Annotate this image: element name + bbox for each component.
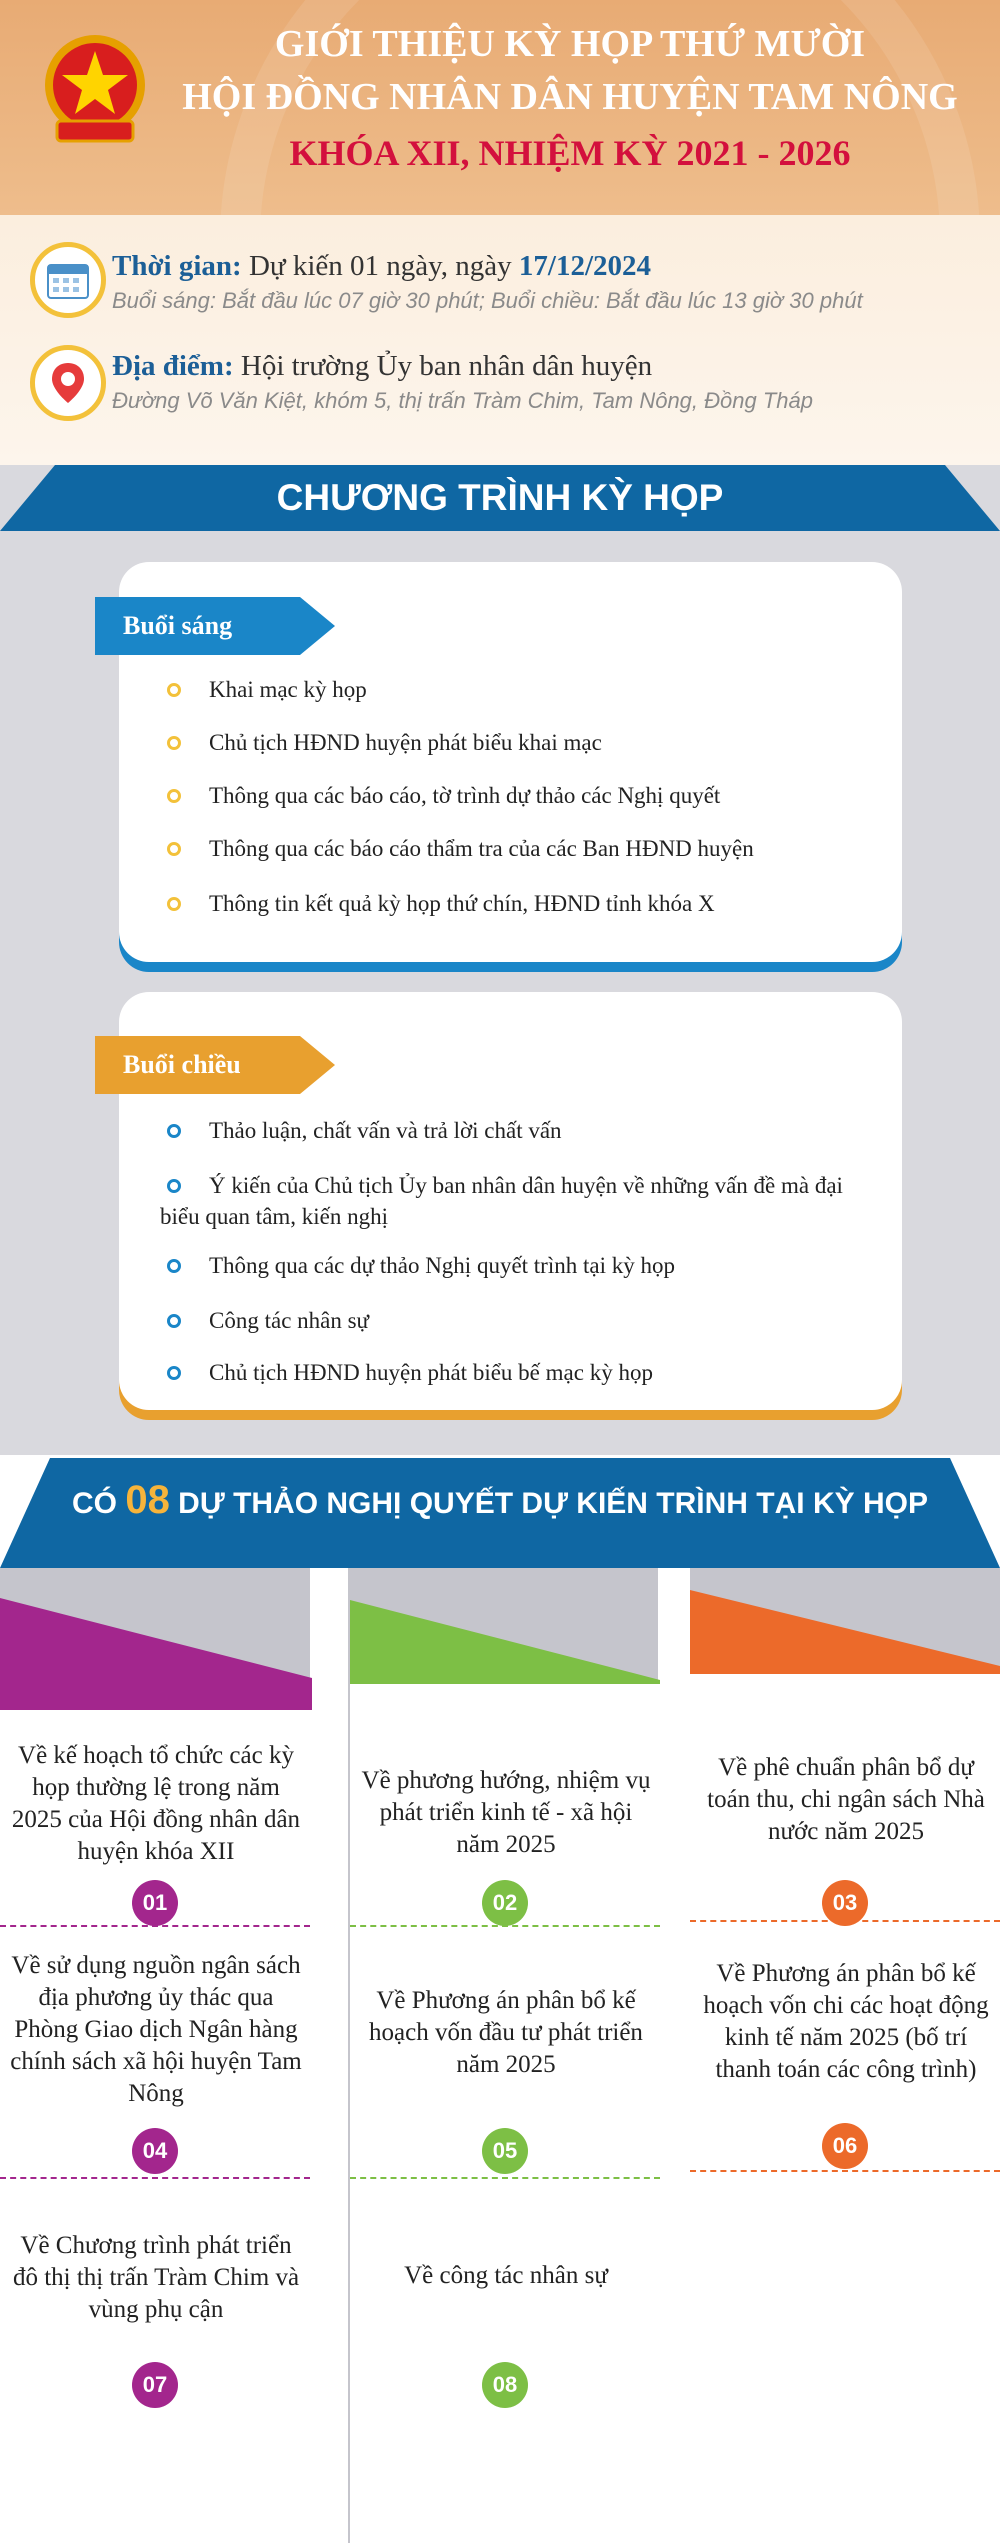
resolution-number-badge: 06: [822, 2123, 868, 2169]
meeting-info: [0, 215, 1000, 465]
place-detail: Đường Võ Văn Kiệt, khóm 5, thị trấn Tràm Chim, Tam Nông, Đồng Tháp: [112, 388, 813, 413]
afternoon-label: Buổi chiều: [123, 1050, 241, 1079]
afternoon-item: Ý kiến của Chủ tịch Ủy ban nhân dân huyện về những vấn đề mà đại biểu quan tâm, kiến nghị: [160, 1173, 843, 1229]
afternoon-item: Thảo luận, chất vấn và trả lời chất vấn: [209, 1118, 562, 1143]
afternoon-bullet-icon: [167, 1259, 181, 1273]
dashed-divider: [690, 1920, 1000, 1922]
resolution-number-badge: 02: [482, 1880, 528, 1926]
resolution-text: Về sử dụng nguồn ngân sách địa phương ủy thác qua Phòng Giao dịch Ngân hàng chính sách xã hội huyện Tam Nông: [10, 1952, 302, 2107]
resolution-number-badge: 08: [482, 2362, 528, 2408]
resolution-number-badge: 01: [132, 1880, 178, 1926]
morning-label: Buổi sáng: [123, 611, 233, 640]
header: [0, 0, 1000, 215]
place-label: Địa điểm:: [112, 350, 234, 382]
afternoon-bullet-icon: [167, 1124, 181, 1138]
morning-bullet-icon: [167, 736, 181, 750]
resolutions-title-suffix: DỰ THẢO NGHỊ QUYẾT DỰ KIẾN TRÌNH TẠI KỲ HỌP: [169, 1487, 928, 1520]
header-title-line-3: KHÓA XII, NHIỆM KỲ 2021 - 2026: [289, 133, 851, 173]
morning-bullet-icon: [167, 842, 181, 856]
morning-item: Khai mạc kỳ họp: [209, 677, 367, 702]
morning-item: Thông qua các báo cáo thẩm tra của các Ban HĐND huyện: [209, 836, 754, 861]
header-title-line-2: HỘI ĐỒNG NHÂN DÂN HUYỆN TAM NÔNG: [182, 76, 958, 118]
morning-bullet-icon: [167, 789, 181, 803]
column-3-flag: [690, 1590, 1000, 1674]
resolution-number-badge: 03: [822, 1880, 868, 1926]
afternoon-item: Chủ tịch HĐND huyện phát biểu bế mạc kỳ họp: [209, 1360, 653, 1385]
resolution-number-badge: 05: [482, 2128, 528, 2174]
resolutions-count: 08: [125, 1478, 170, 1522]
time-value: Dự kiến 01 ngày, ngày: [241, 250, 519, 282]
column-1-flag: [0, 1598, 312, 1710]
resolution-text: Về phương hướng, nhiệm vụ phát triển kinh tế - xã hội năm 2025: [361, 1767, 651, 1858]
resolution-text: Về kế hoạch tổ chức các kỳ họp thường lệ trong năm 2025 của Hội đồng nhân dân huyện khóa XII: [11, 1742, 301, 1865]
resolution-number-badge: 07: [132, 2362, 178, 2408]
morning-item: Chủ tịch HĐND huyện phát biểu khai mạc: [209, 730, 602, 755]
dashed-divider: [350, 1925, 660, 1927]
location-pin-icon: [30, 345, 106, 421]
place-line: [112, 350, 652, 383]
resolution-text: Về Phương án phân bổ kế hoạch vốn chi các hoạt động kinh tế năm 2025 (bố trí thanh toán các công trình): [703, 1960, 989, 2083]
afternoon-item: Thông qua các dự thảo Nghị quyết trình tại kỳ họp: [209, 1253, 675, 1278]
dashed-divider: [350, 2177, 660, 2179]
time-detail: Buổi sáng: Bắt đầu lúc 07 giờ 30 phút; Buổi chiều: Bắt đầu lúc 13 giờ 30 phút: [112, 288, 863, 313]
time-label: Thời gian:: [112, 250, 242, 282]
resolution-text: Về phê chuẩn phân bổ dự toán thu, chi ngân sách Nhà nước năm 2025: [707, 1754, 985, 1845]
morning-item: Thông tin kết quả kỳ họp thứ chín, HĐND tỉnh khóa X: [209, 891, 715, 916]
morning-item: Thông qua các báo cáo, tờ trình dự thảo các Nghị quyết: [209, 783, 721, 808]
afternoon-bullet-icon: [167, 1314, 181, 1328]
time-line: [112, 250, 651, 283]
afternoon-bullet-icon: [167, 1366, 181, 1380]
program-title: CHƯƠNG TRÌNH KỲ HỌP: [276, 477, 724, 518]
resolutions-title-prefix: CÓ: [72, 1487, 126, 1520]
resolution-text: Về công tác nhân sự: [404, 2262, 608, 2289]
resolution-number-badge: 04: [132, 2128, 178, 2174]
column-2-flag: [350, 1600, 660, 1684]
morning-bullet-icon: [167, 897, 181, 911]
resolution-text: Về Phương án phân bổ kế hoạch vốn đầu tư phát triển năm 2025: [369, 1987, 643, 2078]
national-emblem-icon: [35, 33, 155, 148]
dashed-divider: [0, 1925, 310, 1927]
resolutions-title: [0, 1478, 1000, 1523]
calendar-icon: [30, 242, 106, 318]
dashed-divider: [690, 2170, 1000, 2172]
time-date: 17/12/2024: [518, 250, 652, 282]
place-value: Hội trường Ủy ban nhân dân huyện: [233, 350, 653, 382]
dashed-divider: [0, 2177, 310, 2179]
afternoon-item: Công tác nhân sự: [209, 1308, 370, 1333]
morning-bullet-icon: [167, 683, 181, 697]
header-title-line-1: GIỚI THIỆU KỲ HỌP THỨ MƯỜI: [274, 23, 866, 65]
resolution-text: Về Chương trình phát triển đô thị thị trấn Tràm Chim và vùng phụ cận: [12, 2232, 300, 2323]
